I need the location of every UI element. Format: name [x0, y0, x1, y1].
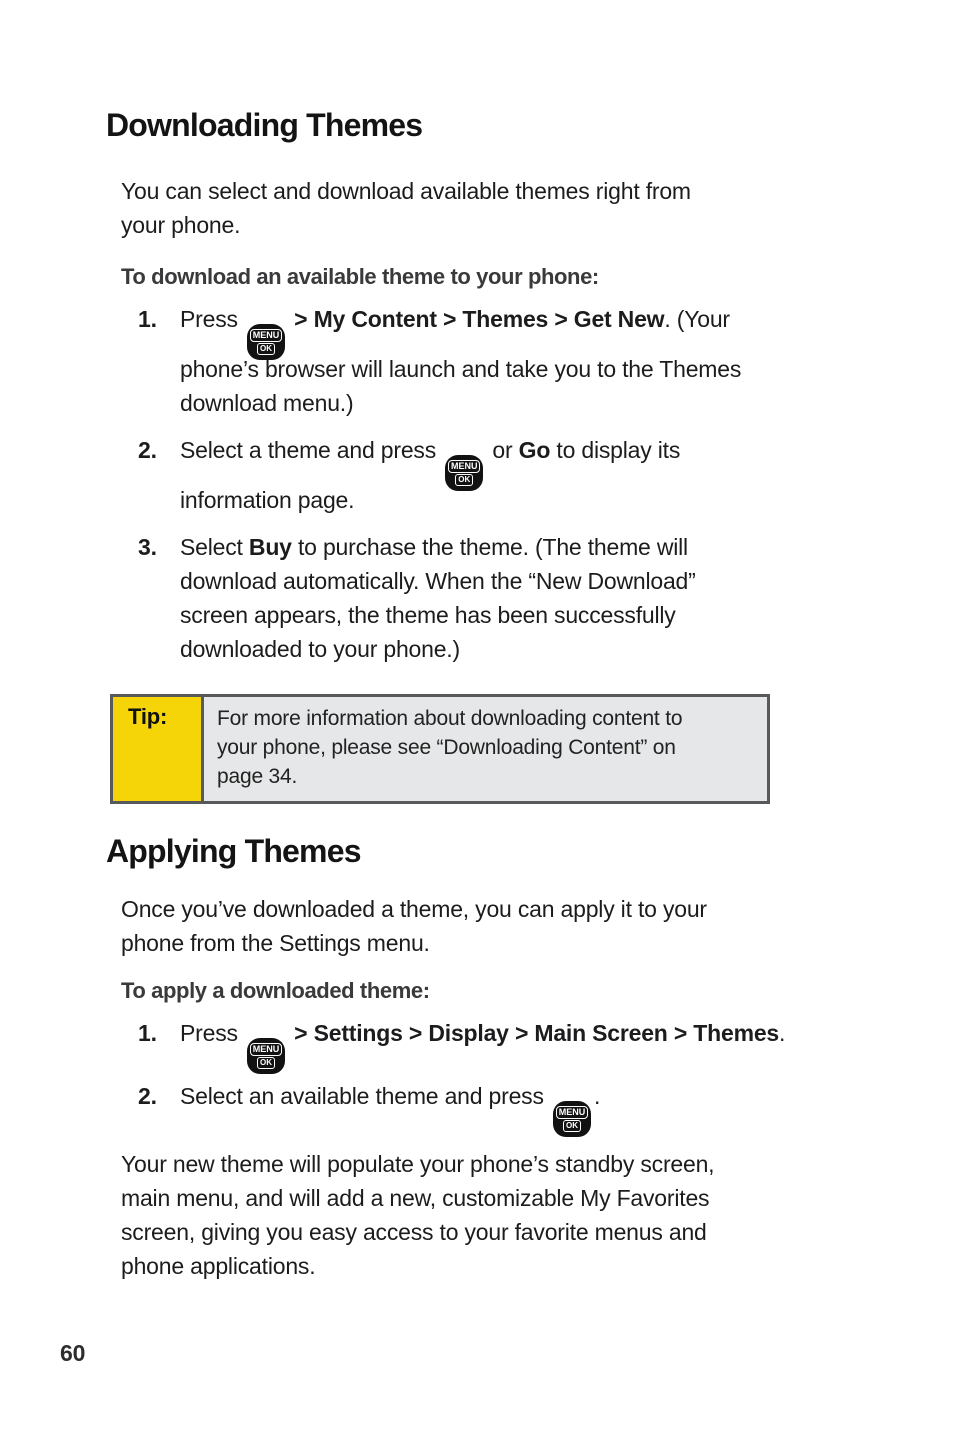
menu-ok-key-icon — [445, 455, 483, 491]
tip-text — [204, 697, 767, 801]
text-line — [180, 1079, 954, 1129]
text-segment: to display its — [550, 437, 681, 463]
text-line — [180, 530, 954, 564]
text-segment: Select — [180, 534, 249, 560]
step-text — [180, 1079, 954, 1129]
text-line: Once you’ve downloaded a theme, you can apply it to your — [121, 896, 707, 922]
step-text — [180, 302, 954, 420]
list-item — [138, 1016, 954, 1066]
text-segment: . (Your — [664, 306, 730, 332]
text-line — [180, 564, 954, 598]
text-line: phone applications. — [121, 1253, 316, 1279]
text-segment: information page. — [180, 487, 355, 513]
step-number: 1. — [138, 1020, 157, 1046]
bold-text-segment: Buy — [248, 534, 292, 560]
text-segment: Press — [180, 306, 244, 332]
list-item — [138, 1079, 954, 1129]
menu-ok-key-icon — [247, 1038, 285, 1074]
text-segment: . — [779, 1020, 786, 1046]
step-number: 2. — [138, 1083, 157, 1109]
text-segment: or — [486, 437, 519, 463]
text-line — [180, 302, 954, 352]
list-item — [138, 433, 954, 517]
applying-intro-paragraph — [121, 892, 954, 960]
text-segment: downloaded to your phone.) — [180, 636, 460, 662]
text-line — [180, 352, 954, 386]
downloading-subheading: To download an available theme to your phone: — [121, 264, 599, 289]
applying-outro-paragraph — [121, 1147, 954, 1283]
downloading-steps-list — [0, 302, 954, 666]
bold-text-segment: Go — [518, 437, 551, 463]
step-number: 1. — [138, 306, 157, 332]
list-item — [138, 302, 954, 420]
menu-ok-key-bottom-label: OK — [563, 1120, 581, 1132]
menu-ok-key-bottom-label: OK — [257, 343, 275, 355]
menu-ok-key-top-label: MENU — [448, 460, 481, 473]
bold-text-segment: > My Content > Themes > Get New — [287, 306, 665, 332]
text-line: For more information about downloading content to — [217, 707, 683, 730]
text-line: your phone, please see “Downloading Content” on — [217, 736, 676, 759]
step-number: 3. — [138, 534, 157, 560]
text-line — [180, 386, 954, 420]
page-number: 60 — [60, 1340, 86, 1366]
text-line — [180, 1016, 954, 1066]
text-segment: phone’s browser will launch and take you to the Themes — [180, 356, 742, 382]
text-segment: download menu.) — [180, 390, 354, 416]
text-segment: screen appears, the theme has been successfully — [180, 602, 676, 628]
applying-steps-list — [0, 1016, 954, 1129]
text-line — [180, 598, 954, 632]
text-segment: . — [593, 1083, 601, 1109]
applying-subheading: To apply a downloaded theme: — [121, 978, 430, 1003]
text-segment: Press — [180, 1020, 244, 1046]
menu-ok-key-icon — [553, 1101, 591, 1137]
bold-text-segment: > Settings > Display > Main Screen > Themes — [287, 1020, 779, 1046]
menu-ok-key-bottom-label: OK — [455, 474, 473, 486]
text-line — [180, 433, 954, 483]
text-line — [180, 483, 954, 517]
text-line: phone from the Settings menu. — [121, 930, 430, 956]
section-title-downloading: Downloading Themes — [106, 107, 423, 143]
menu-ok-key-top-label: MENU — [556, 1106, 589, 1119]
text-line — [180, 632, 954, 666]
text-segment: Select an available theme and press — [180, 1083, 550, 1109]
step-text — [180, 433, 954, 517]
step-text — [180, 530, 954, 666]
text-line: your phone. — [121, 212, 241, 238]
text-segment: download automatically. When the “New Download” — [180, 568, 696, 594]
tip-box — [110, 694, 770, 804]
text-segment: Select a theme and press — [180, 437, 443, 463]
text-line: main menu, and will add a new, customizable My Favorites — [121, 1185, 710, 1211]
tip-label: Tip: — [113, 697, 204, 801]
text-line: You can select and download available themes right from — [121, 178, 691, 204]
step-number: 2. — [138, 437, 157, 463]
text-line: Your new theme will populate your phone’s standby screen, — [121, 1151, 715, 1177]
text-segment: to purchase the theme. (The theme will — [291, 534, 688, 560]
list-item — [138, 530, 954, 666]
menu-ok-key-top-label: MENU — [250, 329, 283, 342]
step-text — [180, 1016, 954, 1066]
text-line: screen, giving you easy access to your favorite menus and — [121, 1219, 707, 1245]
text-line: page 34. — [217, 765, 298, 788]
section-title-applying: Applying Themes — [106, 833, 361, 869]
downloading-intro-paragraph — [121, 174, 954, 242]
menu-ok-key-bottom-label: OK — [257, 1057, 275, 1069]
menu-ok-key-top-label: MENU — [250, 1043, 283, 1056]
